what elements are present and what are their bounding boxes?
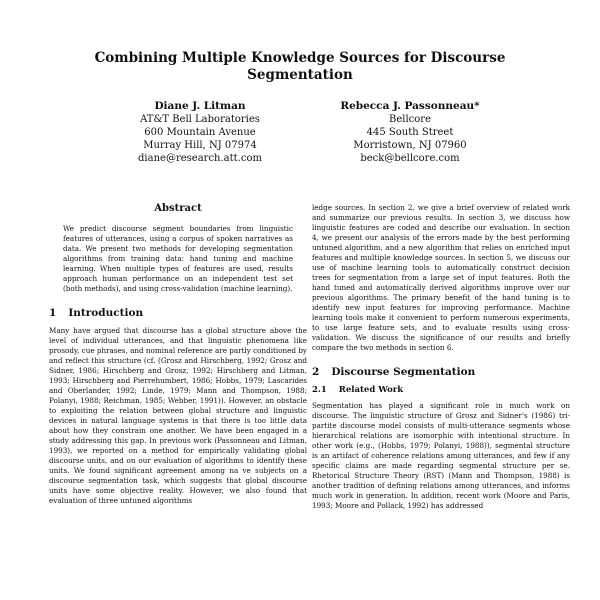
author-email: beck@bellcore.com [360,153,460,164]
section-title: Discourse Segmentation [331,366,476,378]
author-city: Murray Hill, NJ 07974 [143,140,257,151]
section-title: Introduction [68,307,144,319]
subsection-title: Related Work [338,385,404,395]
section-number: 1 [49,307,57,319]
paper-title-line-2: Segmentation [247,67,353,83]
author-block-2 [300,100,520,165]
author-street: 600 Mountain Avenue [144,127,256,138]
author-org: AT&T Bell Laboratories [140,114,260,125]
section-heading-introduction [49,308,307,318]
right-column [312,203,570,515]
subsection-heading-related-work [312,385,570,395]
abstract-body: We predict discourse segment boundaries from linguistic features of utterances, using a corpus of spoken narratives as data. We present two methods for developing segmentation algorithms from training data: hand tuning and machine learning. When multiple types of features are used, results approach human performance on an independent test set (both methods), and using cross-validation (machine learning). [63,224,293,293]
left-column [49,204,307,510]
section-heading-discourse-segmentation [312,367,570,377]
intro-continuation: ledge sources. In section 2, we give a brief overview of related work and summarize our previous results. In section 3, we discuss how linguistic features are coded and describe our evaluation. In section 4, we present our analysis of the errors made by the best performing untuned algorithm, and a new algorithm that relies on enriched input features and multiple knowledge sources. In section 5, we discuss our use of machine learning tools to automatically construct decision trees for segmentation from a large set of input features. Both the hand tuned and automatically derived algorithms improve over our previous algorithms. The primary benefit of the hand tuning is to identify new input features for improving performance. Machine learning tools make it convenient to perform numerous experiments, to use large feature sets, and to evaluate results using cross-validation. We discuss the significance of our results and briefly compare the two methods in section 6. [312,203,570,352]
author-block-1 [90,100,310,165]
author-name: Rebecca J. Passonneau* [340,100,480,112]
subsection-number: 2.1 [312,385,327,395]
abstract-heading: Abstract [154,203,202,214]
author-street: 445 South Street [366,127,454,138]
author-city: Morristown, NJ 07960 [353,140,467,151]
paper-title-line-1: Combining Multiple Knowledge Sources for Discourse [94,50,506,66]
author-org: Bellcore [389,114,431,125]
author-email: diane@research.att.com [138,153,262,164]
paper-title [60,50,540,84]
author-name: Diane J. Litman [154,100,246,112]
intro-paragraph: Many have argued that discourse has a global structure above the level of individual utterances, and that linguistic phenomena like prosody, cue phrases, and nominal reference are partly conditioned by and reflect this structure (cf. (Grosz and Hirschberg, 1992; Grosz and Sidner, 1986; Hirschberg and Grosz, 1992; Hirschberg and Litman, 1993; Hirschberg and Pierrehumbert, 1986; Hobbs, 1979; Lascarides and Oberlander, 1992; Linde, 1979; Mann and Thompson, 1988; Polanyi, 1988; Reichman, 1985; Webber, 1991)). However, an obstacle to exploiting the relation between global structure and linguistic devices in natural language systems is that there is too little data about how they constrain one another. We have been engaged in a study addressing this gap. In previous work (Passonneau and Litman, 1993), we reported on a method for empirically validating global discourse units, and on our evaluation of algorithms to identify these units. We found significant agreement among na ve subjects on a discourse segmentation task, which suggests that global discourse units have some objective reality. However, we also found that evaluation of three untuned algorithms [49,326,307,505]
section-number: 2 [312,366,320,378]
related-work-paragraph: Segmentation has played a significant role in much work on discourse. The linguistic structure of Grosz and Sidner's (1986) tri-partite discourse model consists of multi-utterance segments whose hierarchical relations are isomorphic with intentional structure. In other work (e.g., (Hobbs, 1979; Polanyi, 1988)), segmental structure is an artifact of coherence relations among utterances, and few if any specific claims are made regarding segmental structure per se. Rhetorical Structure Theory (RST) (Mann and Thompson, 1988) is another tradition of defining relations among utterances, and informs much work in generation. In addition, recent work (Moore and Paris, 1993; Moore and Pollack, 1992) has addressed [312,401,570,510]
